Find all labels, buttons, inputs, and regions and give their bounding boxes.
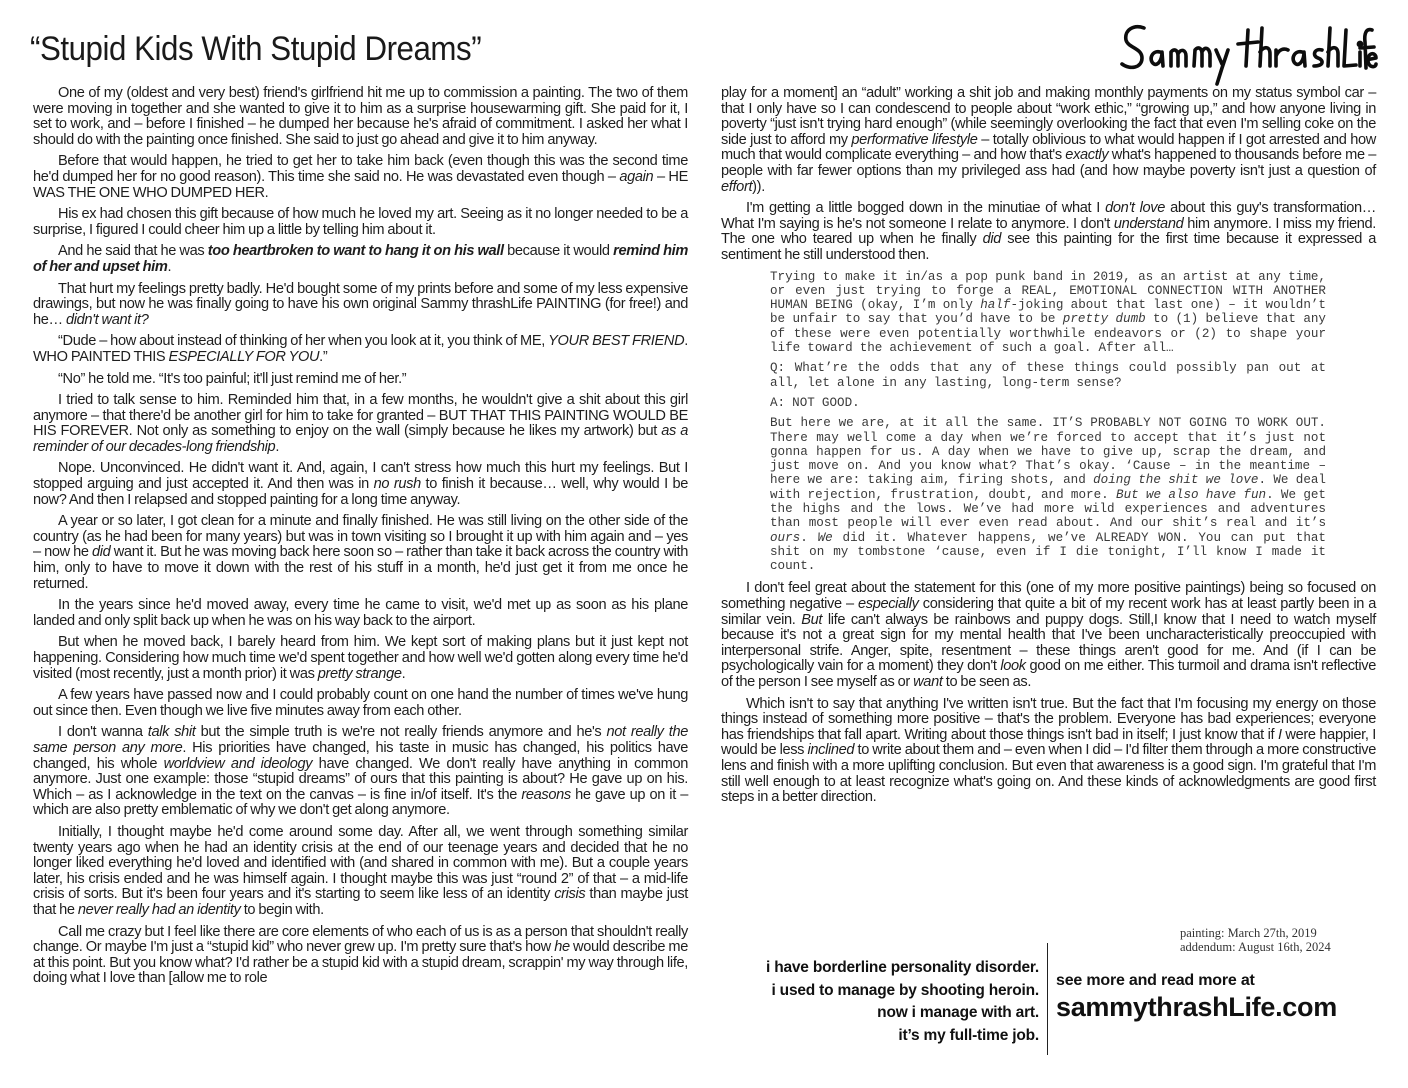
emphasis-text: want: [913, 674, 943, 691]
emphasis-text: didn't want it?: [65, 311, 149, 328]
emphasis-text: inclined: [807, 742, 855, 759]
emphasis-text: pretty strange: [317, 665, 402, 682]
body-paragraph: I'm getting a little bogged down in the minutiae of what I don't love about this guy's transformation… What I'm saying is he's not someone I relate to anymore. I don't understand him anymore. I miss my friend. The one who teared up when he finally did see this painting for the first time because it expressed a sentiment he still understood then.: [721, 200, 1377, 263]
emphasis-text: don't love: [1105, 200, 1166, 217]
emphasis-text: YOUR BEST FRIEND: [548, 333, 685, 350]
body-paragraph: A few years have passed now and I could probably count on one hand the number of times we've hung out since then. Even though we live five minutes away from each other.: [33, 687, 688, 719]
quote-paragraph: A: NOT GOOD.: [770, 395, 860, 410]
emphasis-text: effort: [721, 178, 753, 195]
emphasis-text: ours: [770, 530, 801, 545]
body-paragraph: His ex had chosen this gift because of how much he loved my art. Seeing as it no longer needed to be a surprise, I figured I could cheer him up a little by telling him about it.: [33, 206, 688, 238]
emphasis-text: as a reminder of our decades-long friendship: [33, 423, 688, 455]
body-paragraph: Before that would happen, he tried to get her to take him back (even though this was the second time he'd dumped her for no good reason). This time she said no. He was devastated even though – again – HE WAS THE ONE WHO DUMPED HER.: [33, 153, 689, 201]
right-paragraphs-before-quote: [721, 86, 1376, 264]
right-paragraphs-after-quote: [721, 581, 1376, 805]
body-paragraph: I don't feel great about the statement for this (one of my more positive paintings) being so focused on something negative – especially considering that quite a bit of my recent work has at least partly been in a similar vein. But life can't always be rainbows and puppy dogs. Still,I know that I need to watch myself because it's not a great sign for my mental health that I've been uncharacteristically preoccupied with interpersonal strife. Anger, spite, resentment – these things aren't good for me. And (if I can be psychologically vain for a moment) they don't look good on me either. This turmoil and drama isn't reflective of the person I see myself as or want to be seen as.: [721, 580, 1376, 691]
body-paragraph: Nope. Unconvinced. He didn't want it. And, again, I can't stress how much this hurt my feelings. But I stopped arguing and just accepted it. And then was in no rush to finish it because… well, why would I be now? And then I relapsed and stopped painting for a long time anyway.: [33, 460, 689, 508]
emphasis-text: crisis: [554, 886, 586, 903]
dates-block: [1180, 927, 1331, 954]
promo-lead: see more and read more at: [1056, 972, 1255, 989]
emphasis-text: ESPECIALLY FOR YOU: [168, 348, 320, 365]
emphasis-text: We: [817, 530, 833, 545]
emphasis-text: did: [91, 544, 111, 561]
body-paragraph: Initially, I thought maybe he'd come around some day. After all, we went through something similar twenty years ago when he had an identity crisis at the end of our teenage years and decided that he no longer liked everything he'd loved and identified with (and shared in common with me). But a couple years later, his crisis ended and he was himself again. I thought maybe this was just “round 2” of that – a mid-life crisis of sorts. But it's been four years and it's starting to seem like less of an identity crisis than maybe just that he never really had an identity to begin with.: [33, 823, 688, 918]
emphasis-text: no rush: [373, 476, 421, 493]
body-paragraph: That hurt my feelings pretty badly. He'd bought some of my prints before and some of my less expensive drawings, but now he was finally going to have his own original Sammy thrashLife PAINTING (for free!) and he… didn't want it?: [33, 280, 688, 328]
emphasis-text: understand: [1113, 215, 1184, 232]
handwritten-logo-icon: [1116, 16, 1378, 88]
body-paragraph: I don't wanna talk shit but the simple truth is we're not really friends anymore and he's not really the same person any more. His priorities have changed, his taste in music has changed, his politics have changed, his whole worldview and ideology have changed. We don't really have anything in common anymore. Just one example: those “stupid dreams” of ours that this painting is about? He gave up on his. Which – as I acknowledge in the text on the canvas – is fine in/of itself. It's the reasons he gave up on it – which are also pretty emblematic of why we don't get along anymore.: [33, 724, 688, 819]
emphasis-text: half-: [980, 298, 1019, 313]
emphasis-text: reasons: [521, 786, 571, 803]
quote-paragraph: Trying to make it in/as a pop punk band in 2019, as an artist at any time, or even just trying to forge a REAL, EMOTIONAL CONNECTION WITH ANOTHER HUMAN BEING (okay, I’m only half-joking about that last one) – it wouldn’t be unfair to say that you’d have to be pretty dumb to (1) believe that any of these were even potentially worthwhile endeavors or (2) to shape your life toward the achievement of such a goal. After all…: [770, 269, 1326, 356]
body-paragraph: In the years since he'd moved away, every time he came to visit, we'd met up as soon as his plane landed and only split back up when he was on his way back to the airport.: [33, 597, 688, 629]
bio-line: i have borderline personality disorder.: [765, 959, 1039, 976]
right-column-body: [721, 86, 1376, 812]
emphasis-text: again: [619, 168, 654, 185]
emphasis-text: he: [554, 939, 570, 956]
bio-line: it’s my full-time job.: [898, 1026, 1039, 1044]
bio-line: now i manage with art.: [877, 1004, 1039, 1022]
emphasis-text: did: [982, 231, 1002, 248]
emphasis-text: look: [1000, 658, 1026, 675]
emphasis-text: not really the same person any more: [33, 724, 688, 756]
body-paragraph: A year or so later, I got clean for a minute and finally finished. He was still living on the other side of the country (as he had been for many years) but was in town visiting so I brought it up with him again and – yes – now he did want it. But he was moving back here soon so – rather than take it back across the country with him, only to have to move it down with the rest of his stuff in a month, he'd just get it from me once he returned.: [33, 513, 688, 592]
emphasis-text: never really had an identity: [77, 901, 241, 918]
body-paragraph: Call me crazy but I feel like there are core elements of who each of us is as a person that shouldn't really change. Or maybe I'm just a “stupid kid” who never grew up. I'm pretty sure that's how he would describe me at this point. But you know what? I'd rather be a stupid kid with a stupid dream, scrappin' my way through life, doing what I love than [allow me to role: [33, 923, 688, 987]
emphasis-text: too heartbroken to want to hang it on his wall: [207, 243, 504, 260]
quote-paragraph: Q: What’re the odds that any of these things could possibly pan out at all, let alone in any lasting, long-term sense?: [770, 361, 1326, 390]
page-title: “Stupid Kids With Stupid Dreams”: [30, 30, 482, 68]
body-paragraph: “No” he told me. “It's too painful; it'll just remind me of her.”: [58, 370, 407, 387]
emphasis-text: doing the shit we love: [1093, 473, 1259, 488]
emphasis-text: I: [1277, 726, 1282, 743]
emphasis-text: But we also have fun: [1116, 487, 1267, 502]
emphasis-text: pretty dumb: [1062, 312, 1146, 327]
body-paragraph: Which isn't to say that anything I've written isn't true. But the fact that I'm focusing my energy on those things instead of something more positive – that's the problem. Everyone has bad experiences; everyone has friendships that fall apart. Writing about those things isn't bad in itself; I just know that if I were happier, I would be less inclined to write about them and – even when I did – I'd filter them through a more constructive lens and finish with a more uplifting conclusion. But even that awareness is a good sign. I'm grateful that I'm still well enough to at least recognize what's going on. And these kinds of acknowledgments are good first steps in a better direction.: [721, 695, 1376, 806]
bio-line: i used to manage by shooting heroin.: [771, 981, 1039, 999]
body-paragraph: And he said that he was too heartbroken to want to hang it on his wall because it would remind him of her and upset him.: [33, 243, 688, 275]
painting-date: painting: March 27th, 2019: [1180, 926, 1317, 940]
promo-block: [1056, 972, 1337, 1023]
emphasis-text: worldview and ideology: [163, 755, 313, 772]
body-paragraph: But when he moved back, I barely heard from him. We kept sort of making plans but it just kept not happening. Considering how much time we'd spent together and how well we'd gotten along every time he'd visited (most recently, just a month prior) it was pretty strange.: [33, 634, 688, 682]
quote-paragraph: But here we are, at it all the same. IT’S PROBABLY NOT GOING TO WORK OUT. There may well come a day when we’re forced to accept that it’s just not gonna happen for us. A day when we have to give up, scrap the dream, and just move on. And you know what? That’s okay. ‘Cause – in the meantime – here we are: taking aim, firing shots, and doing the shit we love. We deal with rejection, frustration, doubt, and more. But we also have fun. We get the highs and the lows. We’ve had more wild experiences and adventures than most people will ever even read about. And our shit’s real and it’s ours. We did it. Whatever happens, we’ve ALREADY WON. You can put that shit on my tombstone ‘cause, even if I die tonight, I’ll know I made it count.: [770, 416, 1326, 574]
left-column-body: [33, 86, 688, 993]
emphasis-text: talk shit: [147, 724, 196, 741]
sammy-thrashlife-logo: [1116, 16, 1378, 93]
vertical-divider: [1047, 943, 1048, 1055]
painting-text-quote: [770, 270, 1326, 574]
body-paragraph: “Dude – how about instead of thinking of her when you look at it, you think of ME, YOUR BEST FRIEND. WHO PAINTED THIS ESPECIALLY FOR YOU.”: [33, 333, 688, 365]
emphasis-text: But: [801, 611, 823, 628]
body-paragraph: I tried to talk sense to him. Reminded him that, in a few months, he wouldn't give a shit about this girl anymore – that there'd be another girl for him to take for granted – BUT THAT THIS PAINTING WOULD BE HIS FOREVER. Not only as something to enjoy on the wall (simply because he likes my artwork) but as a reminder of our decades-long friendship.: [33, 392, 688, 455]
emphasis-text: performative lifestyle: [851, 131, 978, 148]
body-paragraph: One of my (oldest and very best) friend's girlfriend hit me up to commission a painting. The two of them were moving in together and she wanted to give it to him as a surprise housewarming gift. She paid for it, I set to work, and – before I finished – he dumped her because he's afraid of commitment. I asked her what I should do with the painting once finished. She said to just go ahead and give it to him anyway.: [33, 85, 688, 148]
emphasis-text: exactly: [1065, 147, 1109, 164]
bio-statement: [714, 957, 1039, 1047]
emphasis-text: remind him of her and upset him: [33, 243, 688, 275]
emphasis-text: especially: [857, 596, 919, 613]
website-link[interactable]: sammythrashLife.com: [1056, 992, 1337, 1022]
addendum-date: addendum: August 16th, 2024: [1180, 939, 1331, 954]
body-paragraph: play for a moment] an “adult” working a shit job and making monthly payments on my status symbol car – that I only have so I can condescend to people about “work ethic,” “growing up,” and how anyone living in poverty “just isn't trying hard enough” (while seemingly overlooking the fact that even I'm selling coke on the side just to afford my performative lifestyle – totally oblivious to what would happen if I got arrested and how much that would complicate everything – and how that's exactly what's happened to thousands before me – people with far fewer options than my privileged ass had (and how maybe poverty isn't just a question of effort)).: [721, 85, 1376, 195]
